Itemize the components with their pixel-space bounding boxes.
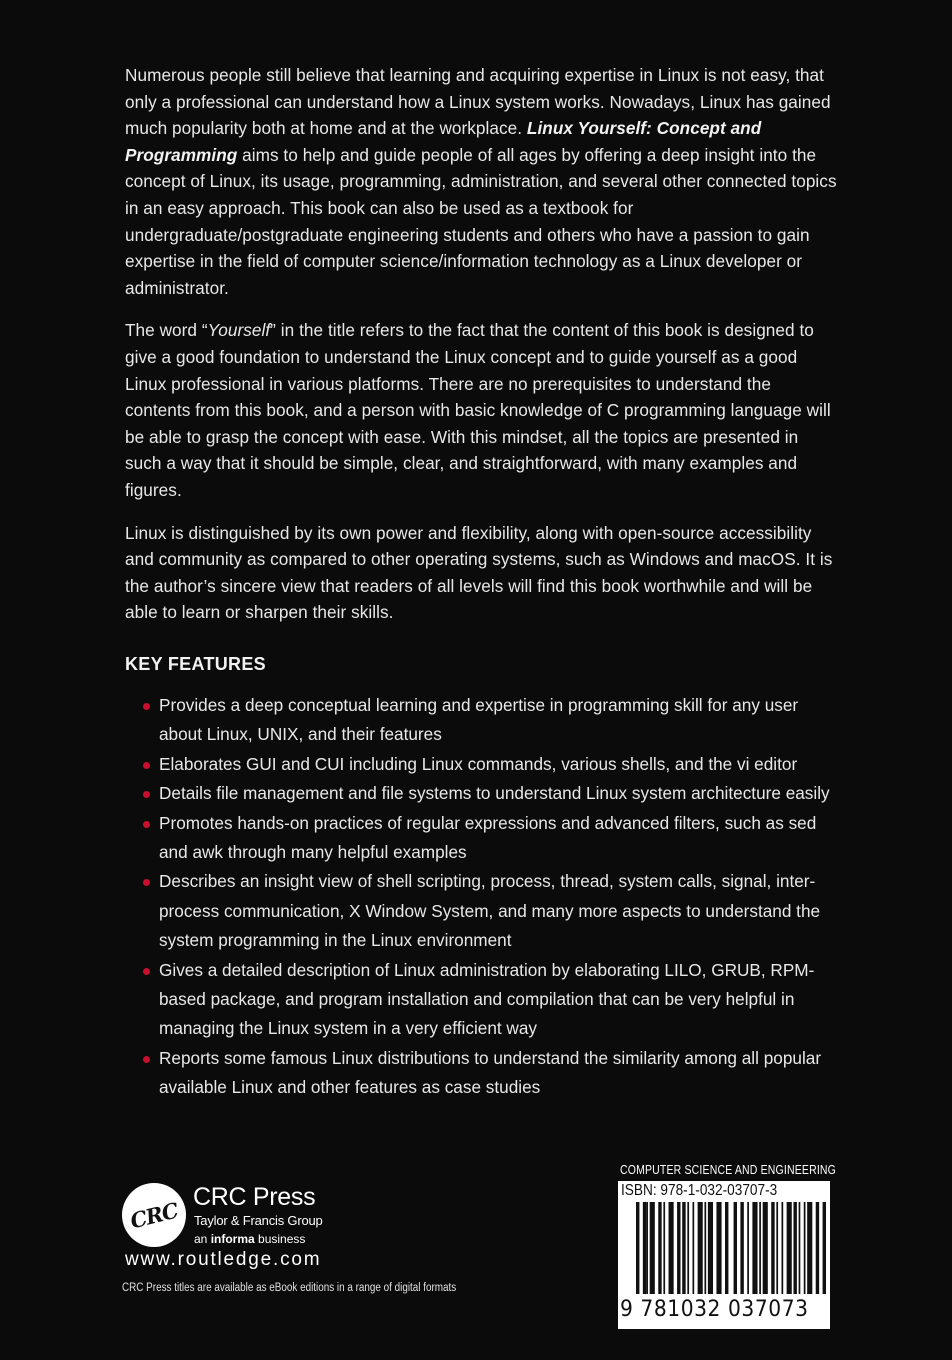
bullet-icon [143, 791, 150, 798]
feature-text: Gives a detailed description of Linux administration by elaborating LILO, GRUB, RPM-based package, and program installation and compilation that can be very helpful in managing the Linux system in a very efficient way [159, 959, 815, 1039]
isbn-label: ISBN: 978-1-032-03707-3 [621, 1182, 778, 1199]
publisher-group: Taylor & Francis Group [194, 1213, 323, 1228]
barcode-bar [643, 1202, 646, 1294]
bullet-icon [143, 879, 150, 886]
barcode-panel [618, 1181, 830, 1329]
feature-item [125, 691, 837, 750]
barcode-bar [725, 1202, 728, 1294]
description-paragraph-1 [125, 62, 837, 301]
ebook-note: CRC Press titles are available as eBook editions in a range of digital formats [122, 1282, 457, 1294]
subject-category: COMPUTER SCIENCE AND ENGINEERING [620, 1163, 836, 1177]
p2-text-before: The word “ [125, 320, 208, 341]
feature-item [125, 809, 837, 868]
feature-item [125, 750, 837, 779]
barcode-bar [804, 1202, 806, 1294]
feature-text: Reports some famous Linux distributions to understand the similarity among all popular available Linux and other features as case studies [159, 1047, 822, 1098]
feature-item [125, 1044, 837, 1103]
barcode-bar [782, 1202, 784, 1294]
barcode-bar [692, 1202, 694, 1294]
feature-item [125, 779, 837, 808]
bullet-icon [143, 968, 150, 975]
barcode-bar [807, 1202, 812, 1294]
feature-text: Describes an insight view of shell scripting, process, thread, system calls, signal, inter-process communication, X Window System, and many more aspects to understand the system programming in the Linux environment [159, 871, 821, 951]
key-features-heading: KEY FEATURES [125, 653, 266, 674]
barcode-bar [687, 1202, 689, 1294]
tagline-suffix: business [254, 1232, 306, 1246]
barcode-bar [823, 1202, 826, 1294]
barcode-bar [636, 1202, 639, 1294]
barcode-bar [698, 1202, 703, 1294]
feature-text: Elaborates GUI and CUI including Linux commands, various shells, and the vi editor [159, 753, 798, 774]
feature-text: Provides a deep conceptual learning and expertise in programming skill for any user about Linux, UNIX, and their features [159, 694, 799, 745]
description-paragraph-2 [125, 317, 837, 503]
crc-logo-text: CRC [127, 1197, 181, 1233]
barcode-bar [816, 1202, 819, 1294]
barcode-bar [708, 1202, 713, 1294]
barcode-bar [747, 1202, 749, 1294]
barcode-bar [716, 1202, 721, 1294]
p1-text-after: aims to help and guide people of all ages by offering a deep insight into the concept of Linux, its usage, programming, administration, and several other connected topics in an easy approach. This book can also be used as a textbook for undergraduate/postgraduate engineering students and others who have a passion to gain expertise in the field of computer science/information technology as a Linux developer or administrator. [125, 144, 837, 298]
bullet-icon [143, 1056, 150, 1063]
publisher-tagline [194, 1232, 305, 1246]
barcode-bar [682, 1202, 685, 1294]
publisher-block [122, 1183, 522, 1303]
key-features-list [125, 691, 837, 1103]
barcode-bar [752, 1202, 757, 1294]
website-url: www.routledge.com [125, 1249, 322, 1270]
barcode-block [618, 1163, 836, 1329]
barcode-bar [650, 1202, 655, 1294]
barcode-bar [646, 1202, 648, 1294]
feature-item [125, 956, 837, 1044]
barcode-bar [740, 1202, 743, 1294]
book-title-inline: Linux Yourself: Concept and Programming [125, 118, 762, 165]
feature-text: Details file management and file systems to understand Linux system architecture easily [159, 783, 830, 804]
barcode-bar [799, 1202, 801, 1294]
bullet-icon [143, 703, 150, 710]
barcode-bar [771, 1202, 774, 1294]
crc-logo-icon [122, 1183, 186, 1247]
tagline-brand: informa [210, 1232, 255, 1246]
back-cover-content [125, 62, 837, 1103]
p2-text-after: ” in the title refers to the fact that the content of this book is designed to give a good foundation to understand the Linux concept and to guide yourself as a good Linux professional in various platforms. There are no prerequisites to understand the contents from this book, and a person with basic knowledge of C programming language will be able to grasp the concept with ease. With this mindset, all the topics are presented in such a way that it should be simple, clear, and straightforward, with many examples and figures. [125, 320, 831, 500]
barcode-bar [787, 1202, 792, 1294]
feature-item [125, 867, 837, 955]
barcode-bar [663, 1202, 665, 1294]
barcode-bar [759, 1202, 761, 1294]
barcode-bars-icon [636, 1202, 826, 1300]
barcode-bar [704, 1202, 706, 1294]
p2-italic-word: Yourself [207, 320, 271, 341]
publisher-name: CRC Press [193, 1183, 316, 1211]
barcode-bar [669, 1202, 674, 1294]
barcode-bar [776, 1202, 778, 1294]
bullet-icon [143, 762, 150, 769]
tagline-prefix: an [194, 1232, 211, 1246]
barcode-bar [793, 1202, 796, 1294]
barcode-bar [763, 1202, 768, 1294]
feature-text: Promotes hands-on practices of regular expressions and advanced filters, such as sed and awk through many helpful examples [159, 812, 817, 862]
barcode-bar [734, 1202, 737, 1294]
p1-text-before: Numerous people still believe that learning and acquiring expertise in Linux is not easy, that only a professional can understand how a Linux system works. Nowadays, Linux has gained much popularity both at home and at the workplace. [125, 65, 831, 139]
barcode-digits: 9 781032 037073 [620, 1297, 809, 1322]
barcode-bar [658, 1202, 661, 1294]
barcode-bar [677, 1202, 680, 1294]
description-paragraph-3: Linux is distinguished by its own power and flexibility, along with open-source accessibility and community as compared to other operating systems, such as Windows and macOS. It is the author’s sincere view that readers of all levels will find this book worthwhile and will be able to learn or sharpen their skills. [125, 522, 833, 623]
bullet-icon [143, 821, 150, 828]
